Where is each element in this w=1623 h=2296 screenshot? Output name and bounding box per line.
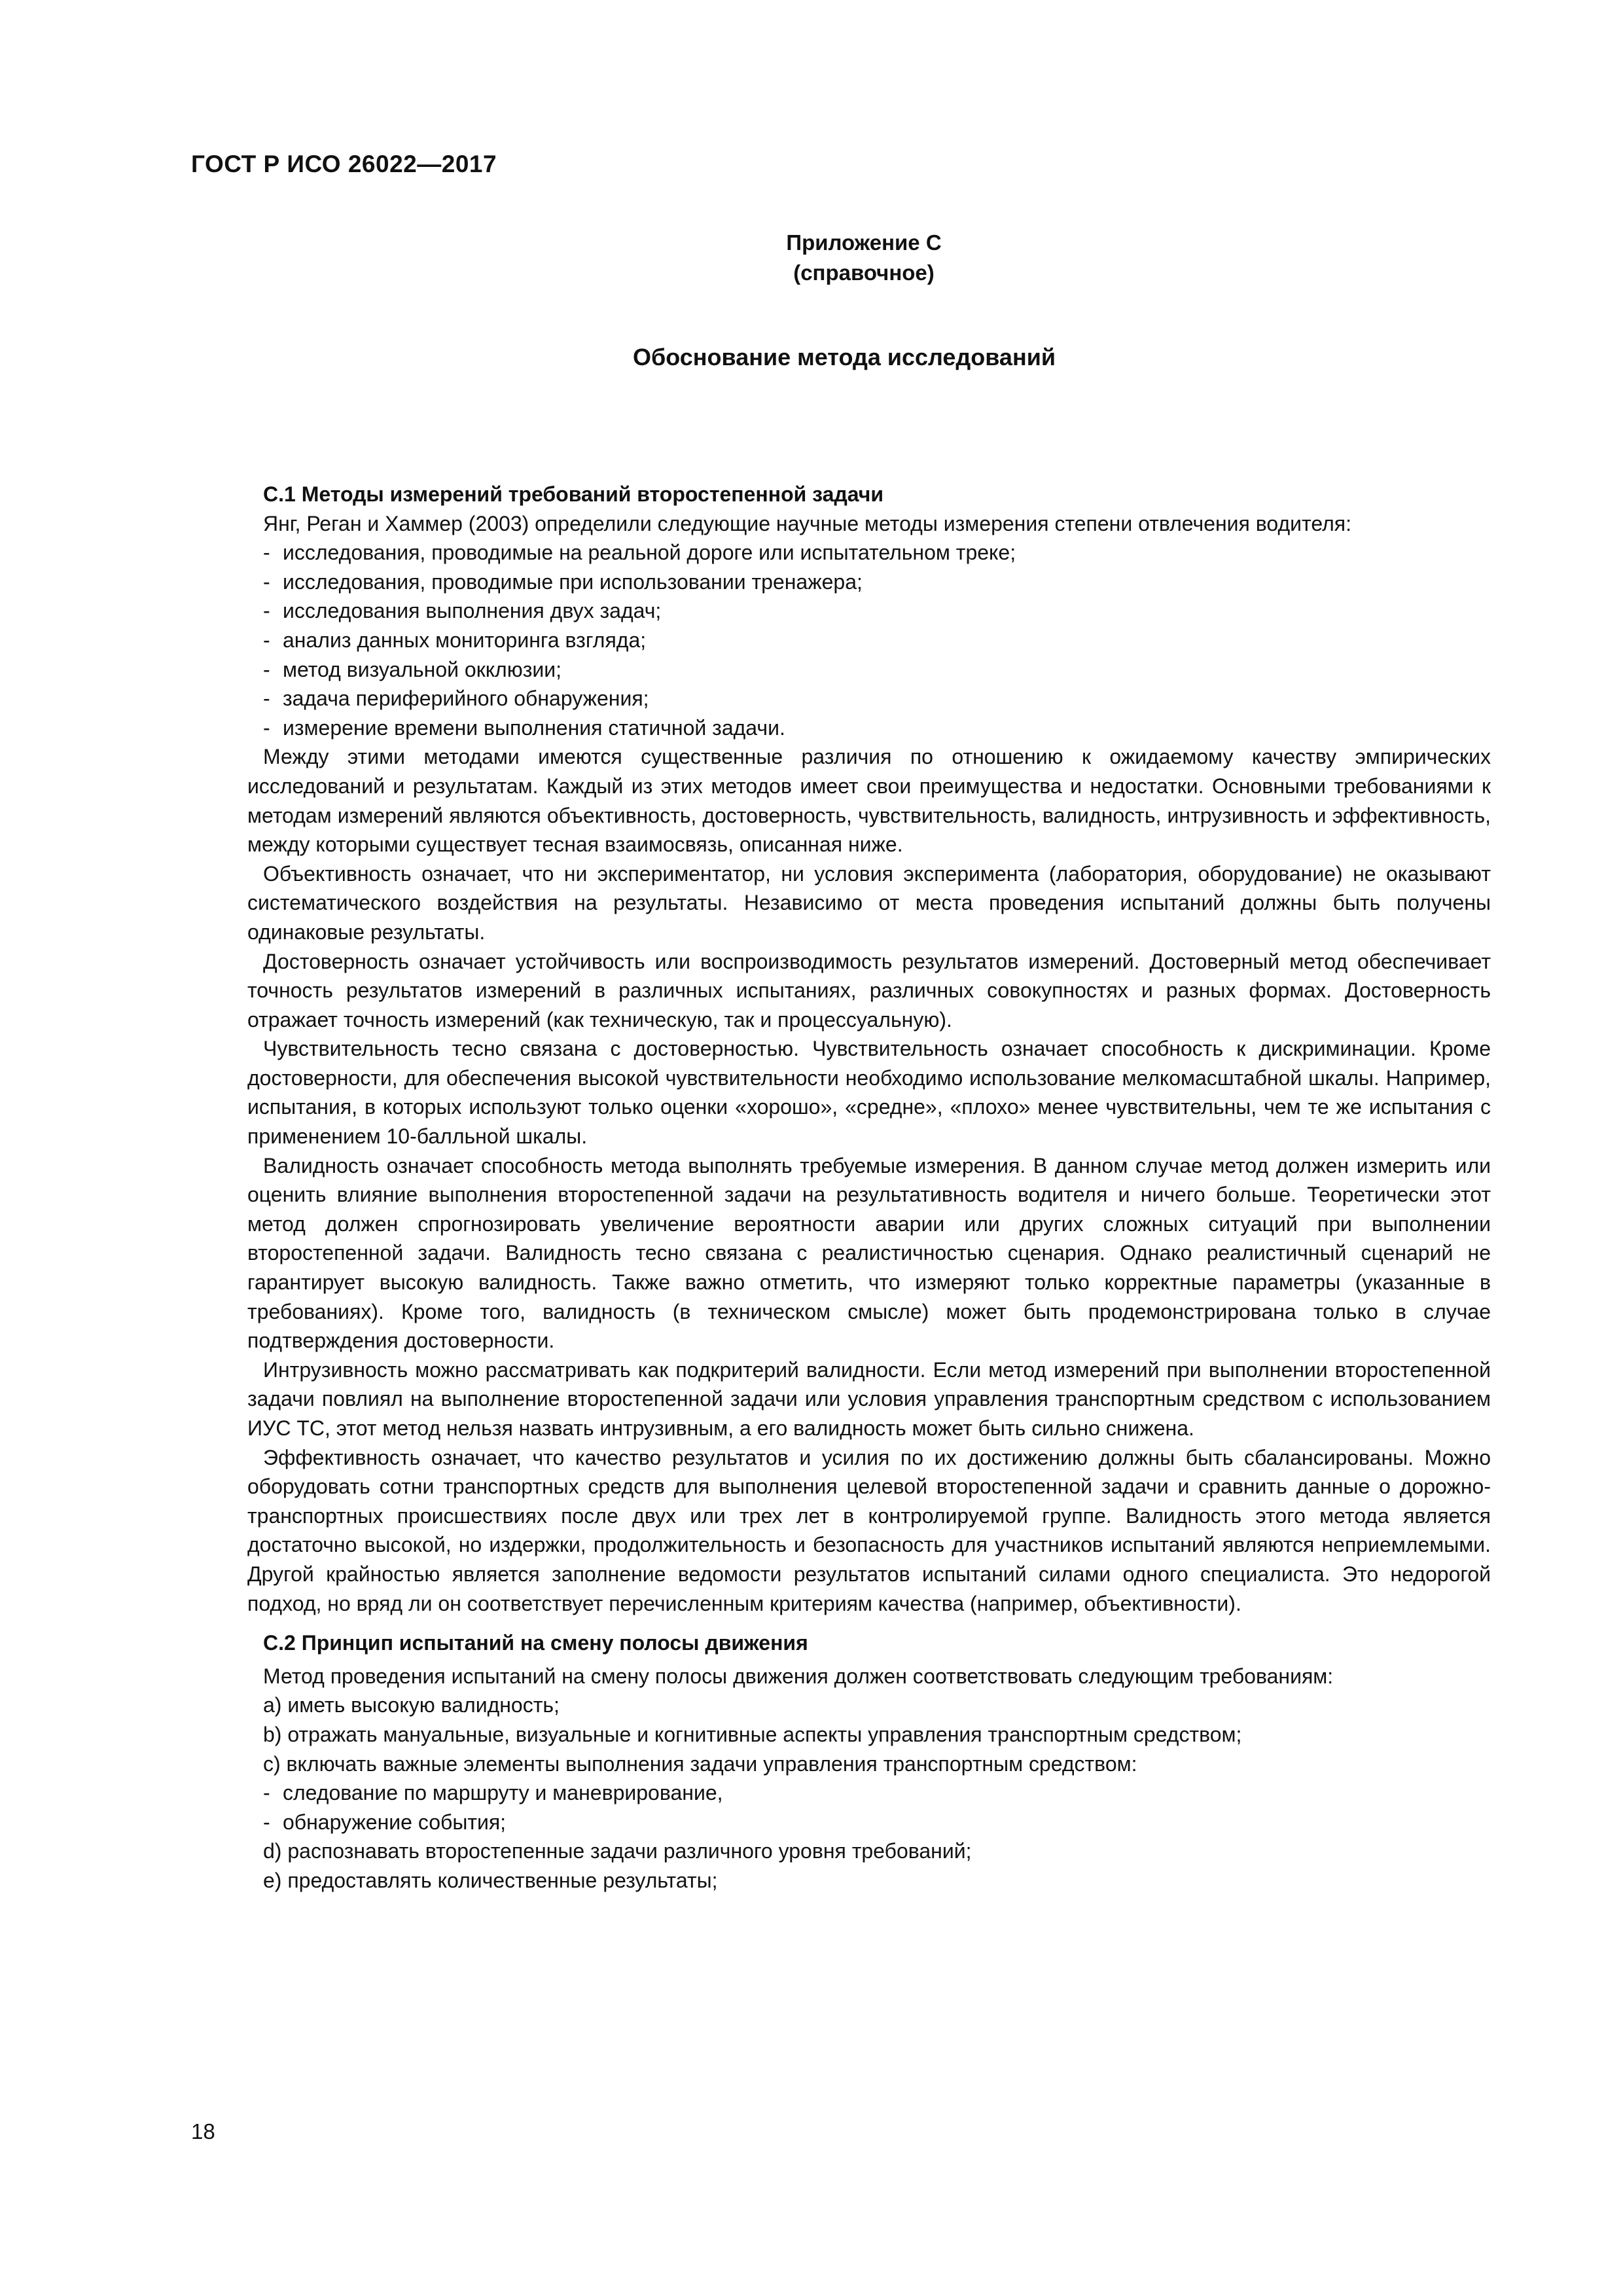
list-item: c) включать важные элементы выполнения задачи управления транспортным средством: (263, 1751, 1137, 1776)
list-item: e) предоставлять количественные результаты; (263, 1868, 718, 1892)
paragraph: Чувствительность тесно связана с достоверностью. Чувствительность означает способность к дискриминации. Кроме достоверности, для обеспечения высокой чувствительности необходимо использование мелкомасштабной шкалы. Например, испытания, в которых используют только оценки «хорошо», «средне», «плохо» менее чувствительны, чем те же испытания с применением 10-балльной шкалы. (247, 1037, 1491, 1149)
paragraph: Достоверность означает устойчивость или воспроизводимость результатов измерений. Достоверный метод обеспечивает точность результатов измерений в различных испытаниях, различных совокупностях и разных формах. Достоверность отражает точность измерений (как техническую, так и процессуальную). (247, 949, 1491, 1031)
appendix-type: (справочное) (793, 260, 935, 285)
list-item: - исследования выполнения двух задач; (247, 596, 1491, 626)
list-dash: - (263, 657, 270, 681)
paragraph: Эффективность означает, что качество результатов и усилия по их достижению должны быть сбалансированы. Можно оборудовать сотни транспортных средств для выполнения целевой второстепенной задачи и сравнить данные о дорожно-транспортных происшествиях после двух или трех лет в контролируемой группе. Валидность этого метода является достаточно высокой, но издержки, продолжительность и безопасность для участников испытаний являются неприемлемыми. Другой крайностью является заполнение ведомости результатов испытаний силами одного специалиста. Это недорогой подход, но вряд ли он соответствует перечисленным критериям качества (например, объективности). (247, 1445, 1491, 1615)
list-item: - измерение времени выполнения статичной задачи. (247, 713, 1491, 743)
list-item: b) отражать мануальные, визуальные и когнитивные аспекты управления транспортным средством; (263, 1722, 1242, 1746)
list-item: - задача периферийного обнаружения; (247, 684, 1491, 713)
list-item: - метод визуальной окклюзии; (247, 655, 1491, 685)
paragraph: Метод проведения испытаний на смену полосы движения должен соответствовать следующим требованиям: (263, 1664, 1334, 1688)
list-dash: - (263, 599, 270, 623)
list-dash: - (263, 628, 270, 652)
body-text (247, 480, 1491, 1895)
appendix-heading (681, 228, 1047, 288)
list-item: - обнаружение события; (247, 1808, 1491, 1837)
list-item: d) распознавать второстепенные задачи различного уровня требований; (263, 1839, 972, 1863)
list-dash: - (263, 569, 270, 594)
list-dash: - (263, 687, 270, 711)
page-title: Обоснование метода исследований (633, 344, 1056, 370)
appendix-label: Приложение С (786, 230, 942, 255)
paragraph: Валидность означает способность метода выполнять требуемые измерения. В данном случае метод должен измерить или оценить влияние выполнения второстепенной задачи на результативность водителя и ничего больше. Теоретически этот метод должен спрогнозировать увеличение вероятности аварии или других сложных ситуаций при выполнении второстепенной задачи. Валидность тесно связана с реалистичностью сценария. Однако реалистичный сценарий не гарантирует высокую валидность. Также важно отметить, что измеряют только корректные параметры (указанные в требованиях). Кроме того, валидность (в техническом смысле) может быть продемонстрирована только в случае подтверждения достоверности. (247, 1153, 1491, 1353)
list-dash: - (263, 715, 270, 740)
section-heading: С.1 Методы измерений требований второстепенной задачи (263, 482, 884, 506)
list-item: - анализ данных мониторинга взгляда; (247, 626, 1491, 655)
list-dash: - (263, 541, 270, 565)
standard-header: ГОСТ Р ИСО 26022—2017 (191, 151, 497, 177)
paragraph: Между этими методами имеются существенные различия по отношению к ожидаемому качеству эмпирических исследований и результатам. Каждый из этих методов имеет свои преимущества и недостатки. Основными требованиями к методам измерений являются объективность, достоверность, чувствительность, валидность, интрузивность и эффективность, между которыми существует тесная взаимосвязь, описанная ниже. (247, 745, 1491, 857)
list-dash: - (263, 1810, 270, 1834)
list-item: - следование по маршруту и маневрирование, (247, 1778, 1491, 1808)
page-number: 18 (191, 2119, 215, 2144)
paragraph: Объективность означает, что ни экспериментатор, ни условия эксперимента (лаборатория, оборудование) не оказывают систематического воздействия на результаты. Независимо от места проведения испытаний должны быть получены одинаковые результаты. (247, 861, 1491, 944)
paragraph: Янг, Реган и Хаммер (2003) определили следующие научные методы измерения степени отвлечения водителя: (263, 511, 1351, 535)
list-dash: - (263, 1781, 270, 1805)
list-item: a) иметь высокую валидность; (263, 1693, 560, 1717)
paragraph: Интрузивность можно рассматривать как подкритерий валидности. Если метод измерений при выполнении второстепенной задачи повлиял на выполнение второстепенной задачи или условия управления транспортным средством с использованием ИУС ТС, этот метод нельзя назвать интрузивным, а его валидность может быть сильно снижена. (247, 1357, 1491, 1440)
list-item: - исследования, проводимые при использовании тренажера; (247, 567, 1491, 597)
section-heading: С.2 Принцип испытаний на смену полосы движения (263, 1631, 808, 1655)
list-item: - исследования, проводимые на реальной дороге или испытательном треке; (247, 538, 1491, 567)
